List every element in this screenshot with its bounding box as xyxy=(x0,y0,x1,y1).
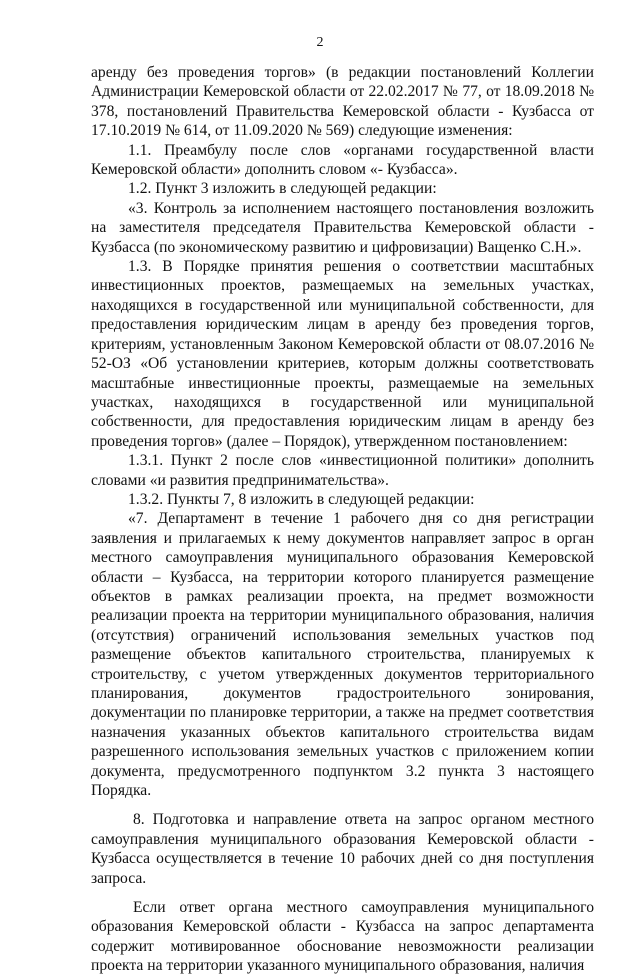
paragraph-quote-7: «7. Департамент в течение 1 рабочего дня со дня регистрации заявления и прилагаемых к нему документов направляет запрос в орган местного самоуправления муниципального образования Кемеровской области – Кузбасса, на территории которого планируется размещение объектов в рамках реализации проекта, на предмет возможности реализации проекта на территории муниципального образования, наличия (отсутствия) ограничений использования земельных участков под размещение объектов капитального строительства, планируемых к строительству, с учетом утвержденных документов территориального планирования, документов градостроительного зонирования, документации по планировке территории, а также на предмет соответствия назначения указанных объектов капитального строительства видам разрешенного использования земельных участков с приложением копии документа, предусмотренного подпунктом 3.2 пункта 3 настоящего Порядка. xyxy=(91,510,594,800)
paragraph-item-1-2: 1.2. Пункт 3 изложить в следующей редакции: xyxy=(128,180,437,198)
paragraph-item-1-3-2: 1.3.2. Пункты 7, 8 изложить в следующей редакции: xyxy=(128,490,475,508)
paragraph-item-1-1: 1.1. Преамбулу после слов «органами государственной власти Кемеровской области» дополнить словом «- Кузбасса». xyxy=(91,141,594,179)
page-number: 2 xyxy=(316,35,324,50)
paragraph-continuation: аренду без проведения торгов» (в редакции постановлений Коллегии Администрации Кемеровской области от 22.02.2017 № 77, от 18.09.2018 № 378, постановлений Правительства Кемеровской области - Кузбасса от 17.10.2019 № 614, от 11.09.2020 № 569) следующие изменения: xyxy=(91,64,594,140)
paragraph-point-8: 8. Подготовка и направление ответа на запрос органом местного самоуправления муниципального образования Кемеровской области - Кузбасса осуществляется в течение 10 рабочих дней со дня поступления запроса. xyxy=(91,811,594,887)
paragraph-item-1-3: 1.3. В Порядке принятия решения о соответствии масштабных инвестиционных проектов, размещаемых на земельных участках, находящихся в государственной или муниципальной собственности, для предоставления юридическим лицам в аренду без проведения торгов, критериям, установленным Законом Кемеровской области от 08.07.2016 № 52-ОЗ «Об установлении критериев, которым должны соответствовать масштабные инвестиционные проекты, размещаемые на земельных участках, находящихся в государственной или муниципальной собственности, для предоставления юридическим лицам в аренду без проведения торгов» (далее – Порядок), утвержденном постановлением: xyxy=(91,258,594,450)
paragraph-if-answer: Если ответ органа местного самоуправления муниципального образования Кемеровской области - Кузбасса на запрос департамента содержит мотивированное обоснование невозможности реализации проекта на территории указанного муниципального образования, наличия xyxy=(91,899,594,975)
document-body xyxy=(91,63,594,976)
paragraph-item-1-3-1: 1.3.1. Пункт 2 после слов «инвестиционной политики» дополнить словами «и развития предпринимательства». xyxy=(91,452,594,489)
paragraph-quote-3: «3. Контроль за исполнением настоящего постановления возложить на заместителя председателя Правительства Кемеровской области - Кузбасса (по экономическому развитию и цифровизации) Ващенко С.Н.». xyxy=(91,199,594,256)
